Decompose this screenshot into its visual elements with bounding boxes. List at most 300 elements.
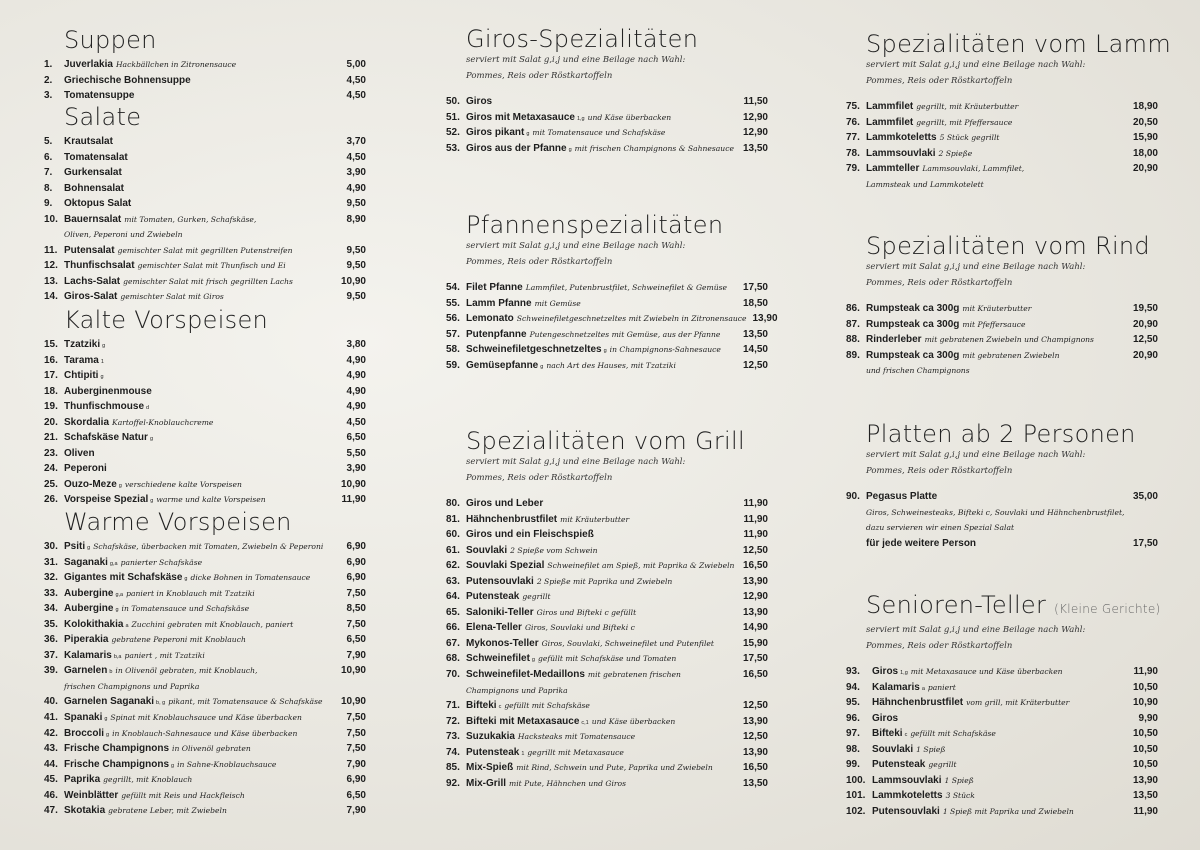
- menu-item[interactable]: [446, 651, 768, 667]
- item-name: Putensalat: [64, 244, 115, 256]
- item-number: 8.: [44, 182, 53, 194]
- menu-item[interactable]: [846, 711, 1158, 727]
- section-title-text: Spezialitäten vom Rind: [866, 232, 1150, 260]
- menu-item[interactable]: [446, 636, 768, 652]
- item-number: 45.: [44, 774, 58, 786]
- item-price: 11,50: [743, 96, 768, 107]
- section-subtitle: Pommes, Reis oder Röstkartoffeln: [866, 277, 1013, 288]
- item-number: 16.: [44, 354, 58, 366]
- item-price: 6,90: [346, 556, 366, 568]
- item-price: 12,50: [742, 700, 768, 712]
- menu-item[interactable]: [44, 741, 366, 757]
- menu-item[interactable]: [446, 574, 768, 590]
- item-description: paniert: [927, 682, 956, 692]
- item-number: 36.: [44, 634, 58, 646]
- item-name: Peperoni: [64, 463, 107, 475]
- item-description: Spinat mit Knoblauchsauce und Käse überbacken: [110, 713, 302, 723]
- item-name: Piperakia: [64, 634, 109, 646]
- item-name: Rumpsteak ca 300g: [866, 303, 960, 314]
- menu-item[interactable]: [44, 165, 366, 181]
- item-description: gefüllt mit Reis und Hackfleisch: [121, 790, 245, 800]
- item-number: 56.: [446, 313, 460, 325]
- menu-item[interactable]: [446, 667, 768, 683]
- item-description: Lammsouvlaki, Lammfilet,: [922, 164, 1025, 174]
- item-number: 97.: [846, 728, 860, 740]
- menu-item[interactable]: [44, 803, 366, 819]
- item-description: 1 Spieß mit Paprika und Zwiebeln: [942, 806, 1074, 816]
- item-name: Tomatensalat: [64, 151, 128, 163]
- item-name: Garnelen: [64, 665, 108, 677]
- item-number: 57.: [446, 328, 460, 340]
- item-price: 10,50: [1132, 728, 1158, 740]
- item-price: 4,90: [346, 182, 366, 194]
- section-title: [466, 427, 768, 455]
- item-description: und Käse überbacken: [591, 716, 676, 726]
- item-price: 17,50: [742, 653, 768, 665]
- item-price: 9,50: [346, 198, 366, 210]
- item-name: Putensteak: [466, 591, 520, 603]
- allergen-code: g: [171, 762, 175, 769]
- allergen-code: g,a: [115, 591, 124, 598]
- section-title-text: Pfannenspezialitäten: [466, 211, 724, 239]
- section-subtitle: Pommes, Reis oder Röstkartoffeln: [866, 640, 1013, 651]
- menu-item[interactable]: [446, 496, 768, 512]
- menu-item-list: [446, 496, 768, 791]
- menu-item[interactable]: [44, 289, 366, 305]
- allergen-code: c: [498, 704, 502, 711]
- item-number: 21.: [44, 432, 58, 444]
- item-price: 8,50: [346, 603, 366, 615]
- menu-item[interactable]: [446, 589, 768, 605]
- item-price: 20,90: [1132, 163, 1158, 175]
- item-description: gemischter Salat mit frisch gegrillten Lachs: [123, 276, 293, 286]
- section-subtitle: Pommes, Reis oder Röstkartoffeln: [466, 70, 613, 81]
- menu-item[interactable]: [446, 745, 768, 761]
- item-description: Putengeschnetzeltes mit Gemüse, aus der Pfanne: [529, 329, 721, 339]
- section-title-text: Senioren-Teller: [866, 591, 1047, 619]
- item-price: 10,50: [1132, 759, 1158, 771]
- menu-item[interactable]: [446, 729, 768, 745]
- menu-item[interactable]: [446, 342, 768, 358]
- item-price: 13,50: [1132, 790, 1158, 802]
- menu-item[interactable]: [44, 477, 366, 493]
- item-price: 7,50: [346, 618, 366, 630]
- item-price: 4,90: [346, 354, 366, 366]
- item-number: 86.: [846, 303, 860, 314]
- item-name: Skordalia: [64, 416, 110, 428]
- item-description: gegrillt: [522, 592, 551, 602]
- menu-item-list: [446, 280, 778, 373]
- menu-item[interactable]: [446, 714, 768, 730]
- item-name: Giros: [466, 96, 493, 107]
- menu-item[interactable]: [846, 726, 1158, 742]
- item-description: nach Art des Hauses, mit Tzatziki: [546, 360, 676, 370]
- menu-item[interactable]: [44, 663, 366, 679]
- menu-item[interactable]: [44, 694, 366, 710]
- allergen-code: g: [540, 363, 544, 370]
- menu-item[interactable]: [44, 446, 366, 462]
- allergen-code: g: [115, 607, 119, 614]
- item-price: 4,50: [346, 416, 366, 428]
- menu-item[interactable]: [44, 415, 366, 431]
- item-description: gegrillt mit Metaxasauce: [527, 747, 624, 757]
- menu-item[interactable]: [44, 88, 366, 104]
- allergen-code: b,a: [113, 653, 122, 660]
- item-description: mit gebratenen Zwiebeln und Champignons: [924, 335, 1094, 345]
- allergen-code: g: [106, 731, 110, 738]
- menu-section: [446, 427, 768, 791]
- item-name: Rinderleber: [866, 334, 922, 346]
- menu-item[interactable]: [44, 430, 366, 446]
- item-price: 4,50: [346, 90, 366, 102]
- item-name: Giros mit Metaxasauce: [466, 111, 575, 123]
- menu-item[interactable]: [44, 243, 366, 259]
- menu-item[interactable]: [44, 617, 366, 633]
- menu-section: [446, 211, 778, 373]
- item-name: Kalamaris: [872, 681, 920, 693]
- item-name: Skotakia: [64, 805, 106, 817]
- allergen-code: g: [531, 657, 535, 664]
- item-price: 11,90: [1133, 805, 1158, 817]
- item-number: 67.: [446, 637, 460, 649]
- item-number: 12.: [44, 260, 58, 272]
- allergen-code: g: [526, 131, 530, 138]
- item-name: Frische Champignons: [64, 758, 170, 770]
- item-number: 9.: [44, 198, 53, 210]
- menu-item[interactable]: [846, 804, 1158, 820]
- section-subtitle: serviert mit Salat g,i,j und eine Beilage nach Wahl:: [866, 450, 1086, 460]
- section-subtitle: serviert mit Salat g,i,j und eine Beilage nach Wahl:: [466, 457, 686, 467]
- menu-item[interactable]: [44, 726, 366, 742]
- item-description: Hackbällchen in Zitronensauce: [115, 60, 237, 69]
- menu-item[interactable]: [846, 99, 1158, 115]
- section-title: [866, 591, 1161, 623]
- item-price: 12,90: [742, 591, 768, 603]
- section-title-text: Platten ab 2 Personen: [866, 420, 1136, 448]
- item-price: 11,90: [743, 498, 768, 509]
- menu-item[interactable]: [44, 384, 366, 400]
- item-price: 10,90: [340, 665, 366, 677]
- item-price: 6,90: [346, 774, 366, 786]
- item-description: gebratene Leber, mit Zwiebeln: [108, 806, 227, 816]
- menu-item[interactable]: [446, 776, 768, 792]
- item-description: mit Rind, Schwein und Pute, Paprika und Zwiebeln: [516, 763, 713, 773]
- item-description: gegrillt, mit Pfeffersauce: [916, 117, 1013, 127]
- menu-item[interactable]: [44, 586, 366, 602]
- menu-item[interactable]: [846, 332, 1158, 348]
- item-number: 75.: [846, 101, 860, 112]
- item-name: Giros und ein Fleischspieß: [466, 529, 594, 541]
- item-description: mit gebratenen frischen: [587, 670, 681, 680]
- menu-item[interactable]: [846, 680, 1158, 696]
- item-description: gefüllt mit Schafskäse: [504, 701, 590, 711]
- item-name: Lachs-Salat: [64, 275, 121, 287]
- item-price: 10,50: [1132, 743, 1158, 755]
- item-description: 2 Spieße: [938, 148, 973, 158]
- item-name: Hähnchenbrustfilet: [872, 697, 964, 709]
- item-price: 13,90: [752, 313, 778, 325]
- item-description: mit frischen Champignons & Sahnesauce: [574, 143, 734, 153]
- item-name: Bifteki mit Metaxasauce: [466, 715, 580, 727]
- item-price: 7,90: [346, 758, 366, 770]
- item-price: 13,90: [1132, 774, 1158, 786]
- allergen-code: g: [100, 374, 104, 381]
- menu-item[interactable]: [44, 196, 366, 212]
- item-number: 30.: [44, 541, 58, 552]
- item-name: Schafskäse Natur: [64, 432, 148, 444]
- menu-item[interactable]: [446, 94, 768, 110]
- menu-item[interactable]: [44, 150, 366, 166]
- item-number: 73.: [446, 731, 460, 743]
- item-name: Frische Champignons: [64, 743, 170, 755]
- menu-item[interactable]: [44, 570, 366, 586]
- menu-item[interactable]: [44, 337, 366, 353]
- item-name: Chtipiti: [64, 370, 99, 382]
- menu-item[interactable]: [446, 512, 768, 528]
- menu-item[interactable]: [846, 161, 1158, 177]
- menu-section: [446, 25, 768, 156]
- menu-item[interactable]: [446, 558, 768, 574]
- item-number: 71.: [446, 700, 460, 712]
- item-number: 14.: [44, 291, 58, 303]
- item-price: 4,90: [346, 401, 366, 413]
- allergen-code: d: [146, 405, 150, 412]
- allergen-code: b: [109, 669, 113, 676]
- allergen-code: a: [125, 622, 129, 629]
- item-price: 7,90: [346, 805, 366, 817]
- item-number: 68.: [446, 653, 460, 665]
- item-name: Tarama: [64, 354, 99, 366]
- item-number: 79.: [846, 163, 860, 175]
- item-price: 7,50: [346, 712, 366, 724]
- item-name: Putenpfanne: [466, 328, 527, 340]
- menu-item[interactable]: [446, 296, 768, 312]
- menu-item[interactable]: [446, 620, 768, 636]
- menu-item[interactable]: [446, 141, 768, 157]
- item-number: 94.: [846, 681, 860, 693]
- item-price: 9,50: [346, 244, 366, 256]
- item-number: 41.: [44, 712, 58, 724]
- section-title-text: Salate: [64, 103, 142, 131]
- section-title: [64, 26, 366, 54]
- item-number: 19.: [44, 401, 58, 413]
- item-price: 16,50: [742, 669, 768, 681]
- section-title-text: Spezialitäten vom Lamm: [866, 30, 1172, 58]
- section-title-text: Giros-Spezialitäten: [466, 25, 699, 53]
- item-name: Gigantes mit Schafskäse: [64, 572, 183, 584]
- menu-item[interactable]: [44, 601, 366, 617]
- item-description: gegrillt, mit Kräuterbutter: [916, 102, 1019, 111]
- section-title: [466, 211, 768, 239]
- menu-item-list: [846, 99, 1158, 192]
- allergen-code: g: [104, 716, 108, 723]
- item-name: Psiti: [64, 541, 86, 552]
- item-price: 7,50: [346, 587, 366, 599]
- menu-item[interactable]: [44, 73, 366, 89]
- menu-section: [44, 508, 366, 819]
- item-description: gemischter Salat mit Thunfisch und Ei: [137, 261, 286, 271]
- allergen-code: g: [118, 482, 122, 489]
- item-price: 3,90: [346, 167, 366, 179]
- menu-item[interactable]: [44, 399, 366, 415]
- menu-item[interactable]: [446, 327, 768, 343]
- allergen-code: g: [150, 498, 154, 505]
- item-number: 5.: [44, 136, 53, 147]
- menu-item[interactable]: [446, 527, 768, 543]
- menu-item[interactable]: [446, 358, 768, 374]
- item-price: 18,90: [1132, 101, 1158, 112]
- item-number: 25.: [44, 478, 58, 490]
- item-price: 3,80: [346, 339, 366, 350]
- item-description: Giros, Souvlaki, Schweinefilet und Putenfilet: [541, 638, 714, 648]
- item-name: Filet Pfanne: [466, 282, 523, 293]
- menu-item-list: [446, 94, 768, 156]
- menu-item[interactable]: [846, 130, 1158, 146]
- menu-item[interactable]: [846, 695, 1158, 711]
- item-price: 13,50: [742, 328, 768, 340]
- menu-item[interactable]: [44, 134, 366, 150]
- menu-item[interactable]: [446, 125, 768, 141]
- item-name: Putensteak: [466, 746, 520, 758]
- menu-item[interactable]: [44, 492, 366, 508]
- menu-item[interactable]: [446, 543, 768, 559]
- item-description: mit Tomaten, Gurken, Schafskäse,: [124, 214, 257, 224]
- item-number: 77.: [846, 132, 860, 144]
- item-name: Mix-Grill: [466, 777, 507, 789]
- menu-item[interactable]: [446, 280, 768, 296]
- item-number: 6.: [44, 151, 53, 163]
- item-number: 7.: [44, 167, 53, 179]
- item-name: Lammkoteletts: [872, 790, 943, 802]
- section-title-text: Warme Vorspeisen: [64, 508, 292, 536]
- menu-item-list: [44, 539, 366, 819]
- menu-item[interactable]: [846, 757, 1158, 773]
- menu-item[interactable]: [446, 605, 768, 621]
- item-number: 99.: [846, 759, 860, 771]
- item-name: Vorspeise Spezial: [64, 494, 149, 506]
- item-description: Schweinefilet am Spieß, mit Paprika & Zwiebeln: [547, 561, 735, 571]
- section-subtitle: serviert mit Salat g,i,j und eine Beilage nach Wahl:: [866, 262, 1086, 272]
- item-number: 11.: [44, 244, 58, 256]
- allergen-code: g: [603, 348, 607, 355]
- menu-item-list: [846, 664, 1158, 819]
- menu-item[interactable]: [44, 274, 366, 290]
- item-number: 66.: [446, 622, 460, 634]
- item-name: Tzatziki: [64, 339, 101, 350]
- menu-section: [846, 420, 1158, 551]
- menu-item[interactable]: [846, 742, 1158, 758]
- item-description: paniert in Knoblauch mit Tzatziki: [126, 588, 255, 598]
- menu-item[interactable]: [846, 317, 1158, 333]
- item-name: Giros und Leber: [466, 498, 544, 509]
- item-price: 35,00: [1132, 491, 1158, 502]
- item-price: 10,90: [340, 275, 366, 287]
- section-title: [866, 30, 1172, 58]
- item-price: 10,90: [1132, 697, 1158, 709]
- allergen-code: g,a: [109, 560, 118, 567]
- item-price: 13,90: [742, 746, 768, 758]
- item-description: Giros und Bifteki c gefüllt: [536, 607, 637, 617]
- menu-item[interactable]: [446, 760, 768, 776]
- item-number: 102.: [846, 805, 866, 817]
- menu-item[interactable]: [44, 368, 366, 384]
- item-price: 16,50: [742, 560, 768, 572]
- menu-item[interactable]: [44, 461, 366, 477]
- menu-item[interactable]: [44, 353, 366, 369]
- item-name: Kalamaris: [64, 649, 112, 661]
- menu-item[interactable]: [44, 57, 366, 73]
- item-price: 5,00: [346, 59, 366, 70]
- item-description: 3 Stück: [945, 791, 975, 801]
- item-number: 52.: [446, 127, 460, 139]
- allergen-code: g: [568, 146, 572, 153]
- menu-item[interactable]: [44, 555, 366, 571]
- item-name: Lamm Pfanne: [466, 297, 532, 309]
- menu-item[interactable]: [846, 664, 1158, 680]
- menu-item[interactable]: [846, 115, 1158, 131]
- menu-item[interactable]: [44, 539, 366, 555]
- menu-item[interactable]: [846, 348, 1158, 364]
- item-description: paniert , mit Tzatziki: [124, 650, 205, 660]
- item-price: 13,50: [742, 777, 768, 789]
- item-name: Schweinefilet: [466, 653, 530, 665]
- item-price: 17,50: [742, 282, 768, 293]
- menu-item[interactable]: [846, 489, 1158, 505]
- item-name: Souvlaki Spezial: [466, 560, 545, 572]
- menu-item[interactable]: [446, 311, 778, 327]
- menu-item[interactable]: [846, 146, 1158, 162]
- allergen-code: c: [904, 732, 908, 739]
- allergen-code: g: [87, 545, 91, 551]
- menu-item[interactable]: [44, 632, 366, 648]
- item-number: 46.: [44, 789, 58, 801]
- item-name: Lammkoteletts: [866, 132, 937, 144]
- item-description: gemischter Salat mit Giros: [120, 292, 224, 302]
- extra-person-row: [846, 536, 1158, 552]
- menu-item[interactable]: [44, 772, 366, 788]
- allergen-code: g: [149, 436, 153, 443]
- item-number: 51.: [446, 111, 460, 123]
- item-price: 3,70: [346, 136, 366, 147]
- menu-item[interactable]: [44, 788, 366, 804]
- item-description: 1 Spieß: [916, 744, 946, 754]
- menu-item[interactable]: [44, 710, 366, 726]
- menu-item[interactable]: [44, 212, 366, 228]
- menu-item[interactable]: [846, 301, 1158, 317]
- item-number: 63.: [446, 575, 460, 587]
- item-number: 17.: [44, 370, 58, 382]
- menu-item[interactable]: [44, 258, 366, 274]
- menu-item[interactable]: [446, 698, 768, 714]
- menu-item[interactable]: [446, 110, 768, 126]
- menu-item[interactable]: [846, 788, 1158, 804]
- section-subtitle: Pommes, Reis oder Röstkartoffeln: [466, 256, 613, 267]
- item-price: 12,90: [742, 111, 768, 123]
- menu-item[interactable]: [44, 181, 366, 197]
- item-name: Thunfischsalat: [64, 260, 135, 272]
- menu-item[interactable]: [44, 757, 366, 773]
- section-title-text: Kalte Vorspeisen: [64, 306, 269, 334]
- item-price: 4,90: [346, 370, 366, 382]
- menu-item[interactable]: [44, 648, 366, 664]
- item-number: 18.: [44, 385, 58, 397]
- menu-item[interactable]: [846, 773, 1158, 789]
- item-number: 20.: [44, 416, 58, 428]
- item-number: 40.: [44, 696, 58, 708]
- item-price: 14,50: [742, 344, 768, 356]
- allergen-code: 1,g: [900, 670, 908, 676]
- item-price: 9,50: [346, 260, 366, 272]
